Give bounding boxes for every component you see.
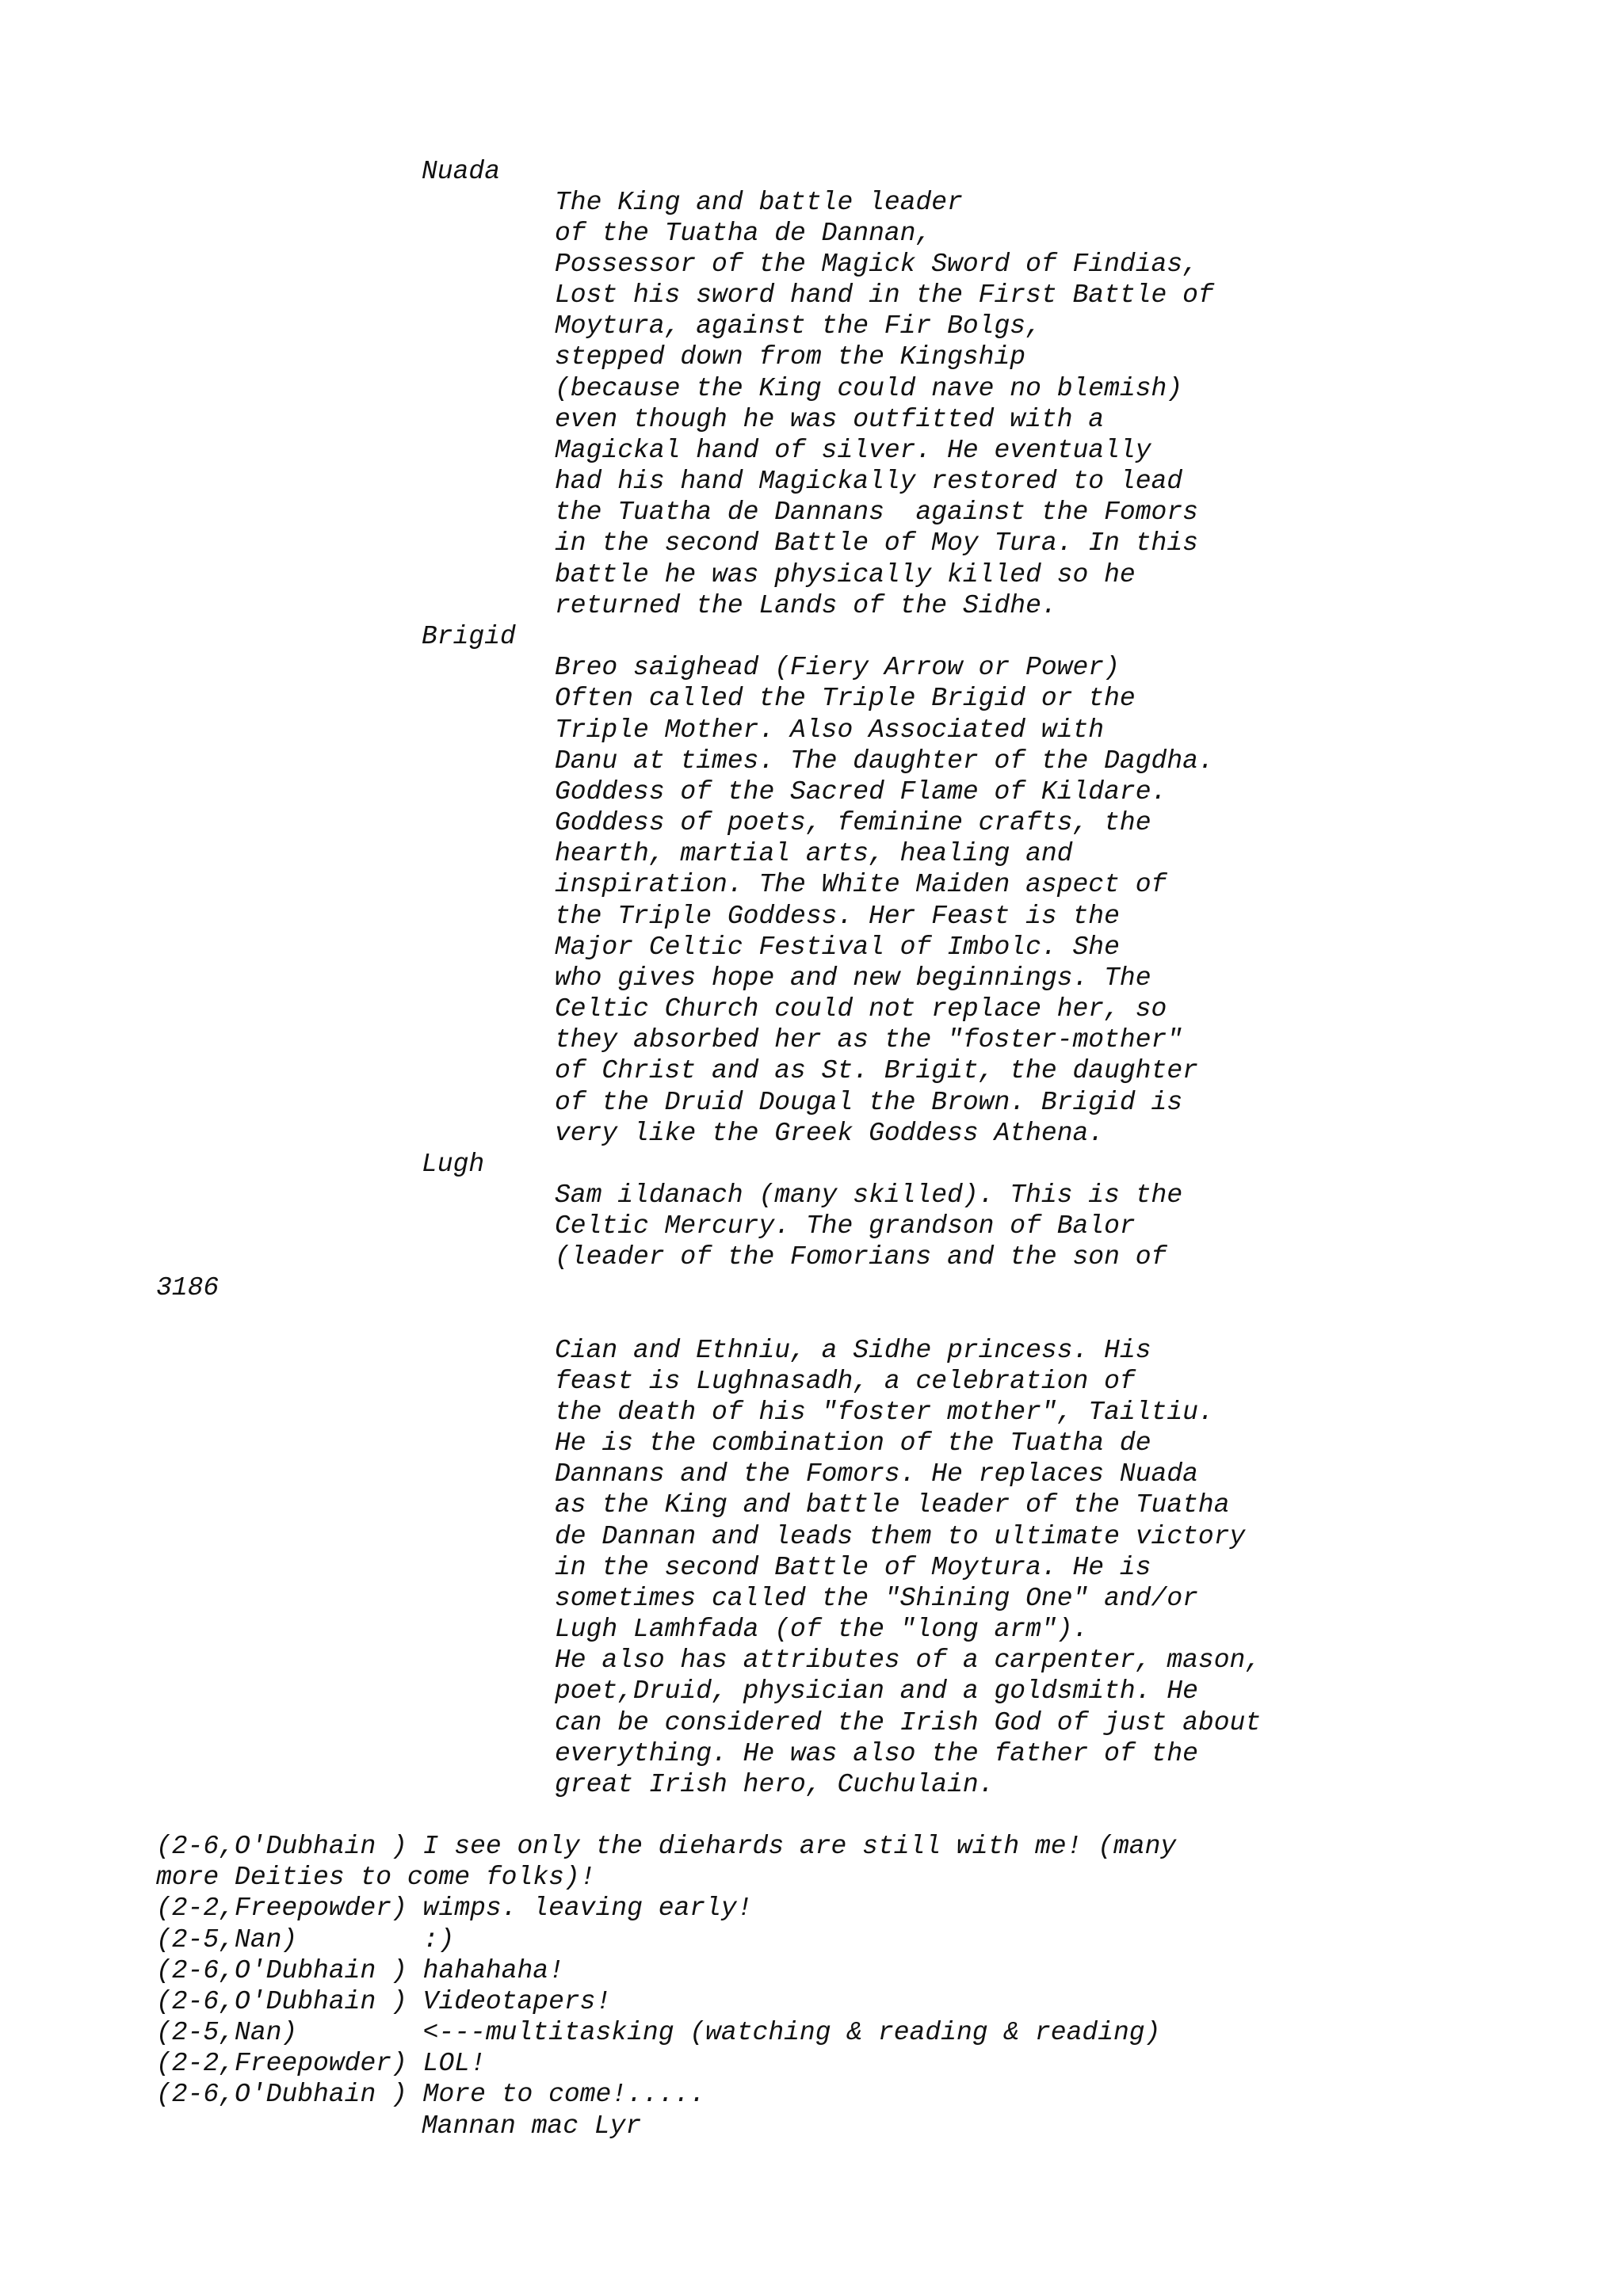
nuada-text-line: Possessor of the Magick Sword of Findias, (555, 250, 1198, 279)
nuada-text-line: of the Tuatha de Dannan, (555, 219, 932, 248)
lugh-text-line: everything. He was also the father of the (555, 1739, 1198, 1768)
nuada-text-line: had his hand Magickally restored to lead (555, 467, 1183, 496)
lugh-text-line: sometimes called the "Shining One" and/or (555, 1584, 1198, 1613)
brigid-text-line: Breo saighead (Fiery Arrow or Power) (555, 653, 1120, 682)
deity-heading-mannan: Mannan mac Lyr (422, 2111, 642, 2141)
lugh-text-line: in the second Battle of Moytura. He is (555, 1553, 1151, 1582)
brigid-text-line: of Christ and as St. Brigit, the daughter (555, 1056, 1198, 1085)
brigid-text-line: hearth, martial arts, healing and (555, 839, 1073, 868)
brigid-text-line: of the Druid Dougal the Brown. Brigid is (555, 1088, 1183, 1117)
lugh-text-line: He also has attributes of a carpenter, mason, (555, 1646, 1262, 1675)
deity-heading-lugh: Lugh (422, 1150, 485, 1179)
brigid-text-line: Celtic Church could not replace her, so (555, 994, 1167, 1024)
brigid-text-line: Often called the Triple Brigid or the (555, 684, 1136, 713)
deity-heading-brigid: Brigid (422, 622, 516, 651)
chat-line: (2-2,Freepowder) wimps. leaving early! (156, 1894, 753, 1923)
chat-line: (2-6,O'Dubhain ) Videotapers! (156, 1987, 612, 2016)
brigid-text-line: inspiration. The White Maiden aspect of (555, 870, 1167, 899)
chat-line: (2-5,Nan) :) (156, 1925, 455, 1955)
lugh-text-line: de Dannan and leads them to ultimate victory (555, 1522, 1246, 1551)
nuada-text-line: Moytura, against the Fir Bolgs, (555, 311, 1041, 341)
chat-line: (2-2,Freepowder) LOL! (156, 2049, 486, 2078)
lugh-text-line: great Irish hero, Cuchulain. (555, 1770, 995, 1799)
chat-line: (2-6,O'Dubhain ) I see only the diehards are still with me! (many (156, 1832, 1177, 1861)
lugh-text-line: feast is Lughnasadh, a celebration of (555, 1367, 1136, 1396)
lugh-text-line: Celtic Mercury. The grandson of Balor (555, 1211, 1136, 1241)
nuada-text-line: Lost his sword hand in the First Battle of (555, 280, 1214, 310)
lugh-text-line: He is the combination of the Tuatha de (555, 1428, 1151, 1458)
lugh-text-line: Cian and Ethniu, a Sidhe princess. His (555, 1336, 1151, 1365)
lugh-text-line: as the King and battle leader of the Tuatha (555, 1490, 1230, 1520)
lugh-text-line: the death of his "foster mother", Tailtiu. (555, 1398, 1214, 1427)
lugh-text-line: Sam ildanach (many skilled). This is the (555, 1180, 1183, 1210)
nuada-text-line: returned the Lands of the Sidhe. (555, 591, 1057, 620)
nuada-text-line: even though he was outfitted with a (555, 405, 1105, 434)
page-number: 3186 (156, 1273, 220, 1302)
chat-line: more Deities to come folks)! (156, 1863, 596, 1892)
lugh-text-line: can be considered the Irish God of just about (555, 1708, 1262, 1737)
lugh-text-line: poet,Druid, physician and a goldsmith. He (555, 1676, 1198, 1706)
brigid-text-line: Major Celtic Festival of Imbolc. She (555, 933, 1120, 962)
brigid-text-line: Goddess of the Sacred Flame of Kildare. (555, 777, 1167, 807)
deity-heading-nuada: Nuada (422, 157, 501, 186)
nuada-text-line: stepped down from the Kingship (555, 342, 1026, 372)
nuada-text-line: in the second Battle of Moy Tura. In this (555, 528, 1198, 558)
nuada-text-line: The King and battle leader (555, 188, 963, 217)
brigid-text-line: very like the Greek Goddess Athena. (555, 1119, 1105, 1148)
chat-line: (2-6,O'Dubhain ) hahahaha! (156, 1956, 564, 1985)
brigid-text-line: Danu at times. The daughter of the Dagdha. (555, 746, 1214, 776)
nuada-text-line: Magickal hand of silver. He eventually (555, 436, 1151, 465)
brigid-text-line: Triple Mother. Also Associated with (555, 715, 1105, 745)
lugh-text-line: Dannans and the Fomors. He replaces Nuada (555, 1459, 1198, 1489)
brigid-text-line: they absorbed her as the "foster-mother" (555, 1025, 1183, 1055)
nuada-text-line: the Tuatha de Dannans against the Fomors (555, 498, 1198, 527)
brigid-text-line: Goddess of poets, feminine crafts, the (555, 808, 1151, 837)
lugh-text-line: (leader of the Fomorians and the son of (555, 1242, 1167, 1272)
chat-line: (2-5,Nan) <---multitasking (watching & reading & reading) (156, 2018, 1161, 2047)
brigid-text-line: who gives hope and new beginnings. The (555, 963, 1151, 993)
chat-line: (2-6,O'Dubhain ) More to come!..... (156, 2080, 706, 2109)
nuada-text-line: (because the King could nave no blemish) (555, 374, 1183, 403)
nuada-text-line: battle he was physically killed so he (555, 560, 1136, 589)
brigid-text-line: the Triple Goddess. Her Feast is the (555, 902, 1120, 931)
lugh-text-line: Lugh Lamhfada (of the "long arm"). (555, 1615, 1089, 1644)
